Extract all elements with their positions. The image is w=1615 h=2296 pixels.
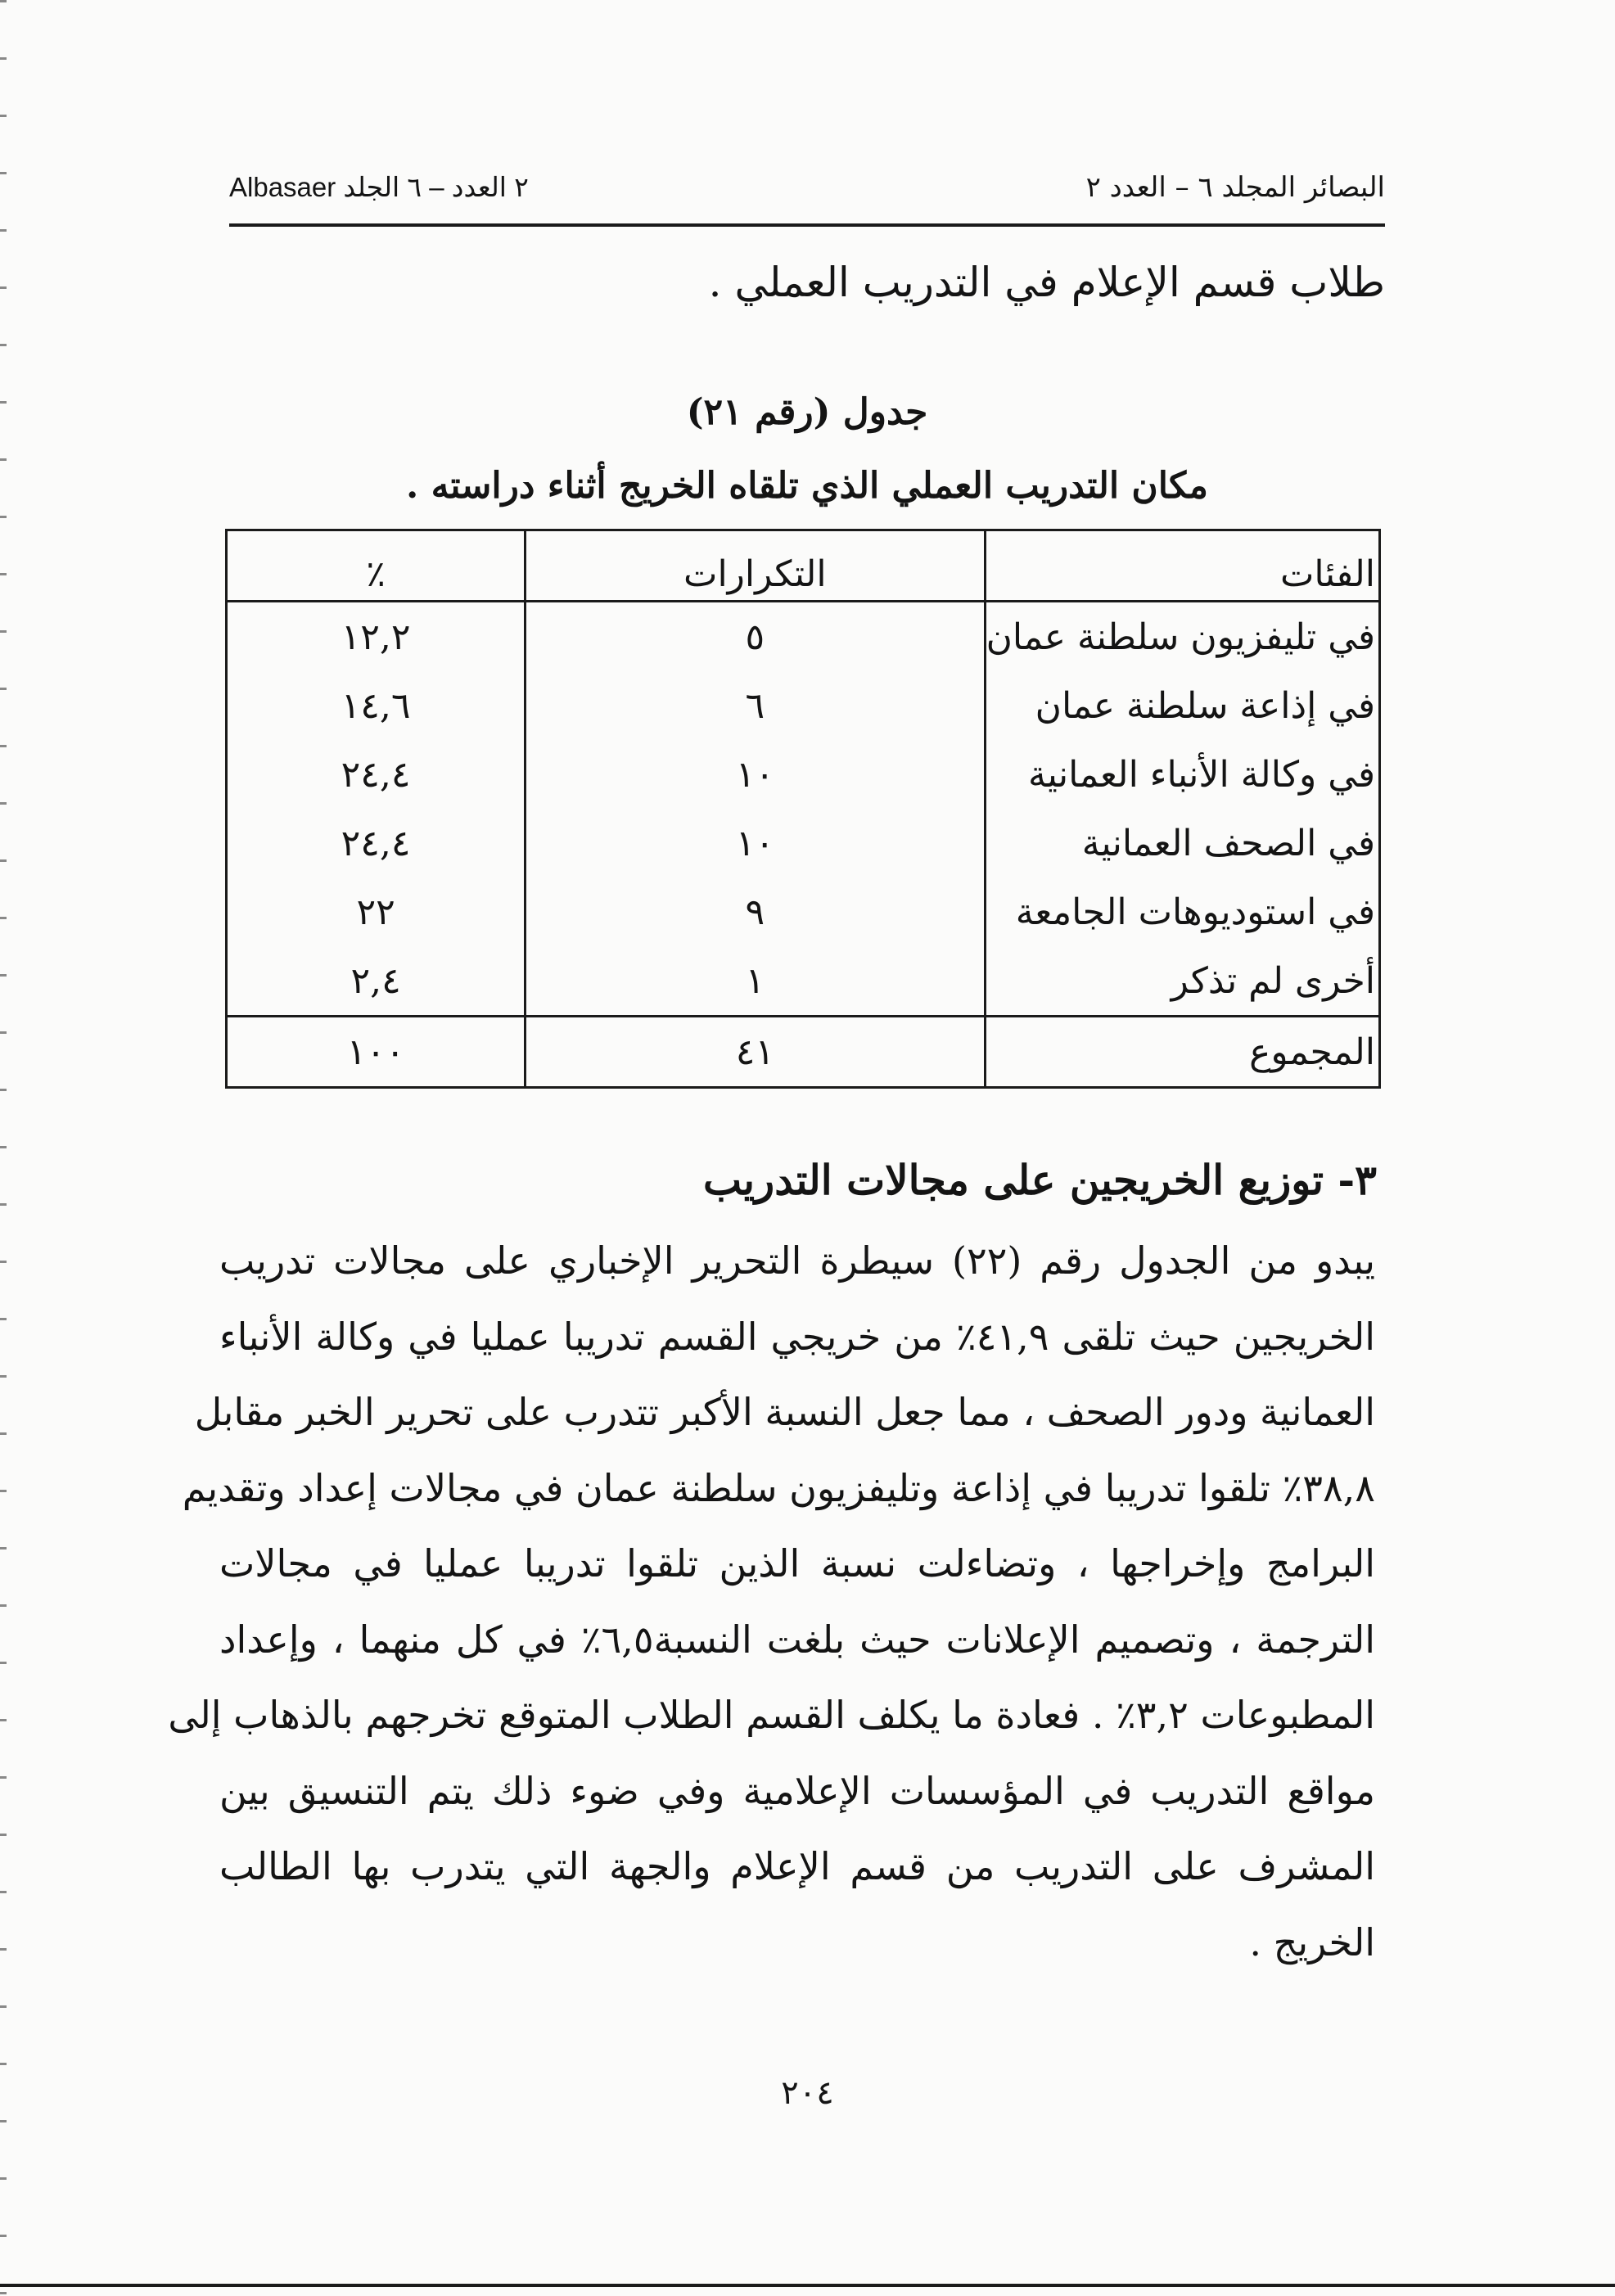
row-category: في استوديوهات الجامعة [985, 877, 1380, 946]
table-title: جدول (رقم ٢١) [686, 391, 928, 433]
journal-name-latin: Albasaer [229, 172, 336, 202]
header-frequency: التكرارات [526, 530, 985, 602]
paragraph-line: الترجمة ، وتصميم الإعلانات حيث بلغت النسبة٦,٥٪ في كل منهما ، وإعداد [219, 1617, 1375, 1662]
row-category: في وكالة الأنباء العمانية [985, 740, 1380, 809]
row-frequency: ١٠ [526, 809, 985, 877]
table-row [227, 946, 1380, 1017]
paragraph-line: البرامج وإخراجها ، وتضاءلت نسبة الذين تلقوا تدريبا عمليا في مجالات [219, 1541, 1375, 1586]
paragraph-line: يبدو من الجدول رقم (٢٢) سيطرة التحرير الإخباري على مجالات تدريب [219, 1238, 1375, 1283]
total-percent: ١٠٠ [227, 1017, 526, 1088]
paragraph-line: ٣٨,٨٪ تلقوا تدريبا في إذاعة وتليفزيون سلطنة عمان في مجالات إعداد وتقديم [182, 1465, 1375, 1510]
table-row [227, 877, 1380, 946]
row-percent: ١٢,٢ [227, 602, 526, 672]
row-frequency: ٥ [526, 602, 985, 672]
header-percent: ٪ [227, 530, 526, 602]
paragraph-line: مواقع التدريب في المؤسسات الإعلامية وفي ضوء ذلك يتم التنسيق بين [219, 1768, 1375, 1813]
table-row [227, 671, 1380, 740]
row-frequency: ٩ [526, 877, 985, 946]
total-label: المجموع [985, 1017, 1380, 1088]
paragraph-line: المشرف على التدريب من قسم الإعلام والجهة التي يتدرب بها الطالب [219, 1844, 1375, 1888]
journal-title-arabic: البصائر المجلد ٦ – العدد ٢ [1085, 171, 1385, 204]
row-percent: ١٤,٦ [227, 671, 526, 740]
row-frequency: ١٠ [526, 740, 985, 809]
header-rule [229, 223, 1385, 227]
body-paragraph [168, 1223, 1375, 1980]
paragraph-line: المطبوعات ٣,٢٪ . فعادة ما يكلف القسم الطلاب المتوقع تخرجهم بالذهاب إلى [168, 1693, 1375, 1737]
journal-title-latin: Albasaer ٢ العدد – ٦ الجلد [229, 172, 529, 202]
lead-text: طلاب قسم الإعلام في التدريب العملي . [708, 259, 1385, 306]
row-percent: ٢٤,٤ [227, 740, 526, 809]
row-percent: ٢,٤ [227, 946, 526, 1017]
table-row [227, 740, 1380, 809]
paragraph-line: العمانية ودور الصحف ، مما جعل النسبة الأكبر تتدرب على تحرير الخبر مقابل [194, 1390, 1375, 1434]
row-category: في إذاعة سلطنة عمان [985, 671, 1380, 740]
table-row [227, 602, 1380, 672]
row-category: في تليفزيون سلطنة عمان [985, 602, 1380, 672]
page-number: ٢٠٤ [781, 2074, 834, 2112]
paragraph-line: الخريجين حيث تلقى ٤١,٩٪ من خريجي القسم تدريبا عمليا في وكالة الأنباء [219, 1314, 1375, 1359]
running-header [229, 168, 1385, 214]
row-percent: ٢٤,٤ [227, 809, 526, 877]
paragraph-line: الخريج . [1249, 1919, 1375, 1964]
training-place-table [225, 529, 1381, 1089]
row-percent: ٢٢ [227, 877, 526, 946]
section-heading: ٣- توزيع الخريجين على مجالات التدريب [703, 1156, 1377, 1204]
table-caption: مكان التدريب العملي الذي تلقاه الخريج أثناء دراسته . [406, 465, 1208, 507]
table-row [227, 809, 1380, 877]
row-category: أخرى لم تذكر [985, 946, 1380, 1017]
scan-bottom-edge [0, 2284, 1615, 2287]
total-frequency: ٤١ [526, 1017, 985, 1088]
row-frequency: ١ [526, 946, 985, 1017]
scan-edge-artifacts [0, 0, 7, 2296]
header-category: الفئات [985, 530, 1380, 602]
row-frequency: ٦ [526, 671, 985, 740]
table-total-row [227, 1017, 1380, 1088]
table-header-row [227, 530, 1380, 602]
row-category: في الصحف العمانية [985, 809, 1380, 877]
